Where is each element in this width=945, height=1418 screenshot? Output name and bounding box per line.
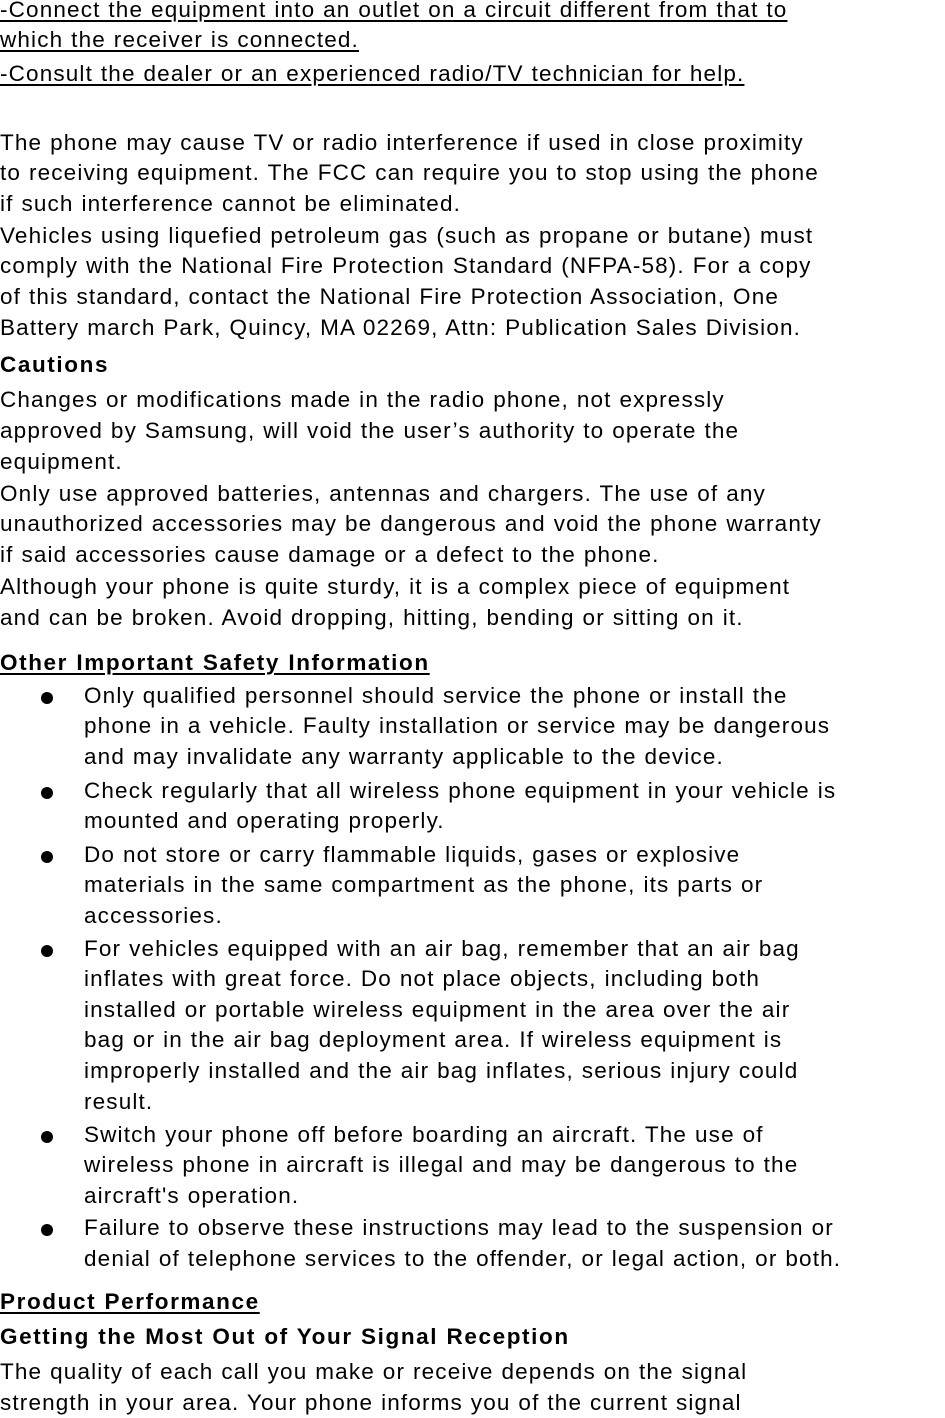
bullet-line: bag or in the air bag deployment area. If wireless equipment is [84,1027,783,1052]
cautions-line: Although your phone is quite sturdy, it is a complex piece of equipment [0,574,791,599]
bullet-line: aircraft's operation. [84,1183,300,1208]
bullet-line: result. [84,1089,154,1114]
bullet-line: mounted and operating properly. [84,808,445,833]
cautions-line: Only use approved batteries, antennas and chargers. The use of any [0,481,766,506]
cautions-line: unauthorized accessories may be dangerous and void the phone warranty [0,511,822,536]
cautions-line: equipment. [0,449,123,474]
bullet-dot [41,787,53,799]
fcc-paragraph-line: The phone may cause TV or radio interference if used in close proximity [0,130,804,155]
bullet-line: installed or portable wireless equipment in the area over the air [84,997,791,1022]
bullet-dot [41,945,53,957]
other-safety-heading: Other Important Safety Information [0,650,430,675]
nfpa-paragraph-line: Battery march Park, Quincy, MA 02269, Attn: Publication Sales Division. [0,315,802,340]
bullet-line: inflates with great force. Do not place objects, including both [84,966,761,991]
bullet-dot [41,1224,53,1236]
cautions-line: approved by Samsung, will void the user’s authority to operate the [0,418,740,443]
bullet-line: denial of telephone services to the offender, or legal action, or both. [84,1246,842,1271]
fcc-measure-line: -Consult the dealer or an experienced radio/TV technician for help. [0,61,745,86]
bullet-line: Do not store or carry flammable liquids, gases or explosive [84,842,741,867]
bullet-line: improperly installed and the air bag inflates, serious injury could [84,1058,799,1083]
cautions-line: if said accessories cause damage or a defect to the phone. [0,542,660,567]
nfpa-paragraph-line: Vehicles using liquefied petroleum gas (such as propane or butane) must [0,223,814,248]
fcc-measure-line: -Connect the equipment into an outlet on a circuit different from that to [0,0,788,22]
fcc-paragraph-line: if such interference cannot be eliminated. [0,191,462,216]
cautions-heading: Cautions [0,352,110,377]
bullet-line: phone in a vehicle. Faulty installation or service may be dangerous [84,713,831,738]
bullet-line: Switch your phone off before boarding an aircraft. The use of [84,1122,764,1147]
product-performance-heading: Product Performance [0,1289,260,1314]
product-performance-line: The quality of each call you make or receive depends on the signal [0,1359,748,1384]
bullet-line: Check regularly that all wireless phone equipment in your vehicle is [84,778,837,803]
bullet-dot [41,851,53,863]
bullet-dot [41,692,53,704]
bullet-dot [41,1131,53,1143]
bullet-line: accessories. [84,903,223,928]
signal-reception-subheading: Getting the Most Out of Your Signal Reception [0,1324,570,1349]
cautions-line: Changes or modifications made in the radio phone, not expressly [0,387,725,412]
bullet-line: For vehicles equipped with an air bag, remember that an air bag [84,936,800,961]
fcc-paragraph-line: to receiving equipment. The FCC can require you to stop using the phone [0,160,819,185]
fcc-measure-line: which the receiver is connected. [0,27,359,52]
bullet-line: and may invalidate any warranty applicable to the device. [84,744,724,769]
nfpa-paragraph-line: comply with the National Fire Protection Standard (NFPA-58). For a copy [0,253,812,278]
bullet-line: Only qualified personnel should service the phone or install the [84,683,788,708]
bullet-line: Failure to observe these instructions may lead to the suspension or [84,1215,834,1240]
nfpa-paragraph-line: of this standard, contact the National Fire Protection Association, One [0,284,780,309]
bullet-line: materials in the same compartment as the phone, its parts or [84,872,764,897]
product-performance-line: strength in your area. Your phone informs you of the current signal [0,1390,742,1415]
bullet-line: wireless phone in aircraft is illegal and may be dangerous to the [84,1152,799,1177]
cautions-line: and can be broken. Avoid dropping, hitting, bending or sitting on it. [0,605,744,630]
